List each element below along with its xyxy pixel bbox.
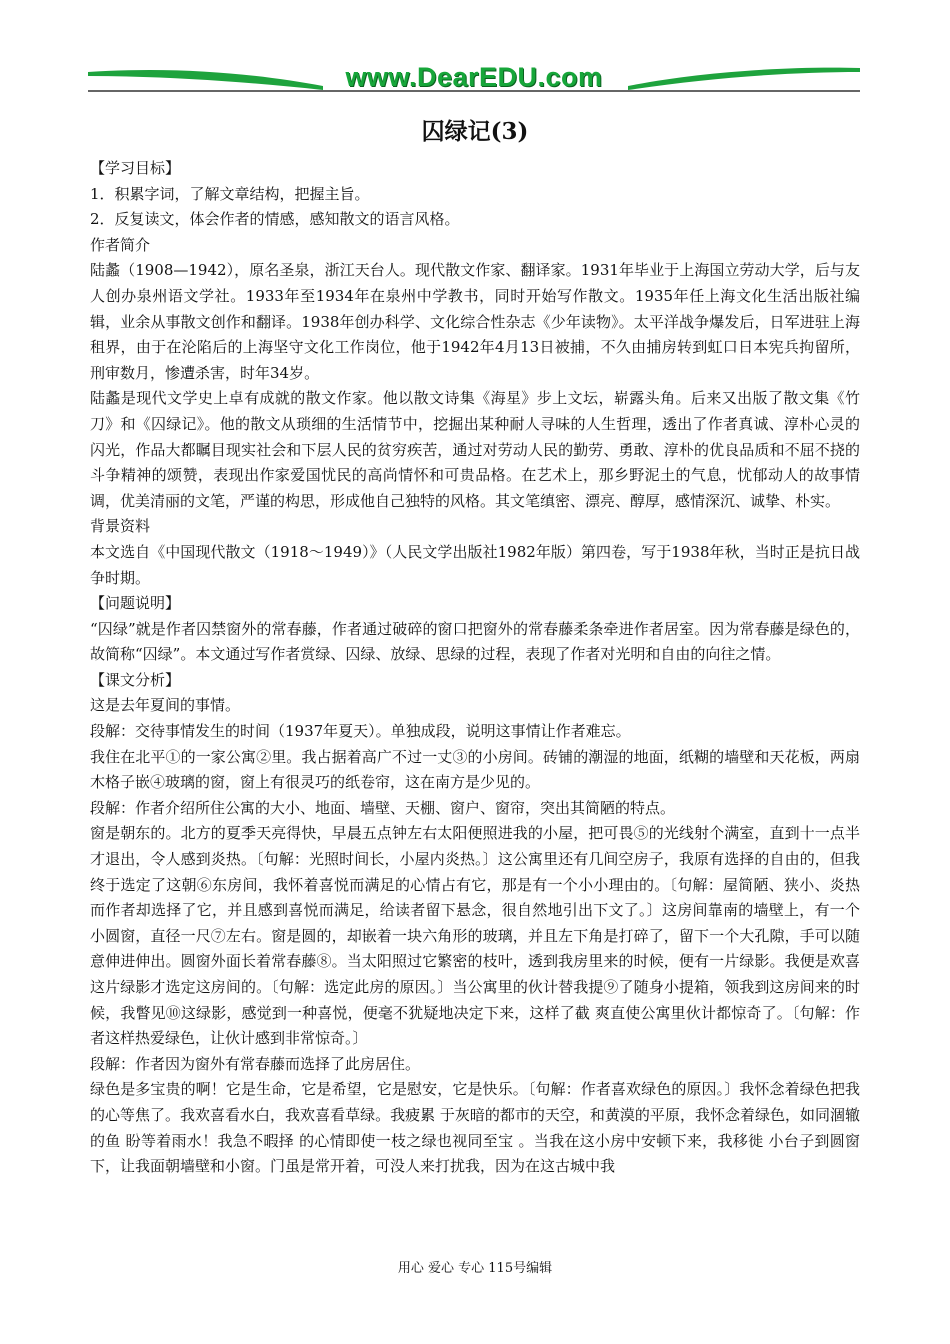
paragraph: 【学习目标】 <box>90 159 181 177</box>
paragraph: 2．反复读文，体会作者的情感，感知散文的语言风格。 <box>90 210 460 229</box>
paragraph: “囚绿”就是作者囚禁窗外的常春藤，作者通过破碎的窗口把窗外的常春藤柔条牵进作者居室。因为常春藤是绿色的，故简称“囚绿”。本文通过写作者赏绿、囚绿、放绿、思绿的过程，表现了作者对光明和自由的向往之情。 <box>90 619 860 664</box>
paragraph: 绿色是多宝贵的啊！它是生命，它是希望，它是慰安，它是快乐。〔句解：作者喜欢绿色的原因。〕我怀念着绿色把我的心等焦了。我欢喜看水白，我欢喜看草绿。我疲累 于灰暗的都市的天空，和黄漠的平原，我怀念着绿色，如同涸辙的鱼 盼等着雨水！我急不暇择 的心情即使一枝之绿也视同至宝 。当我在这小房中安顿下来，我移徙 小台子到圆窗下，让我面朝墙壁和小窗。门虽是常开着，可没人来打扰我，因为在这古城中我 <box>90 1080 860 1176</box>
site-banner <box>88 60 860 96</box>
paragraph: 陆蠡是现代文学史上卓有成就的散文作家。他以散文诗集《海星》步上文坛，崭露头角。后来又出版了散文集《竹刀》和《囚绿记》。他的散文从琐细的生活情节中，挖掘出某种耐人寻味的人生哲理，透出了作者真诚、淳朴心灵的闪光，作品大都瞩目现实社会和下层人民的贫穷疾苦，通过对劳动人民的勤劳、勇敢、淳朴的优良品质和不屈不挠的斗争精神的颂赞，表现出作家爱国忧民的高尚情怀和可贵品格。在艺术上，那乡野泥土的气息，忧郁动人的故事情调，优美清丽的文笔，严谨的构思，形成他自己独特的风格。其文笔缜密、漂亮、醇厚，感情深沉、诚挚、朴实。 <box>90 389 860 510</box>
paragraph: 【课文分析】 <box>90 670 181 689</box>
paragraph: 窗是朝东的。北方的夏季天亮得快，早晨五点钟左右太阳便照进我的小屋，把可畏⑤的光线射个满室，直到十一点半才退出，令人感到炎热。〔句解：光照时间长，小屋内炎热。〕这公寓里还有几间空房子，我原有选择的自由的，但我终于选定了这朝⑥东房间，我怀着喜悦而满足的心情占有它，那是有一个小小理由的。〔句解：屋简陋、狭小、炎热而作者却选择了它，并且感到喜悦而满足，给读者留下悬念，很自然地引出下文了。〕这房间靠南的墙壁上，有一个小圆窗，直径一尺⑦左右。窗是圆的，却嵌着一块六角形的玻璃，并且左下角是打碎了，留下一个大孔隙，手可以随意伸进伸出。圆窗外面长着常春藤⑧。当太阳照过它繁密的枝叶，透到我房里来的时候，便有一片绿影。我便是欢喜这片绿影才选定这房间的。〔句解：选定此房的原因。〕当公寓里的伙计替我提⑨了随身小提箱，领我到这房间来的时候，我瞥见⑩这绿影，感觉到一种喜悦，便毫不犹疑地决定下来，这样了截 爽直使公寓里伙计都惊奇了。〔句解：作者这样热爱绿色，让伙计感到非常惊奇。〕 <box>90 824 860 1048</box>
paragraph: 背景资料 <box>90 517 151 536</box>
paragraph: 作者简介 <box>90 235 151 254</box>
paragraph: 段解：作者因为窗外有常春藤而选择了此房居住。 <box>90 1054 421 1073</box>
paragraph: 我住在北平①的一家公寓②里。我占据着高广不过一丈③的小房间。砖铺的潮湿的地面，纸糊的墙壁和天花板，两扇木格子嵌④玻璃的窗，窗上有很灵巧的纸卷帘，这在南方是少见的。 <box>90 747 860 792</box>
paragraph: 陆蠡（1908—1942），原名圣泉，浙江天台人。现代散文作家、翻译家。1931年毕业于上海国立劳动大学，后与友人创办泉州语文学社。1933年至1934年在泉州中学教书，同时开始写作散文。1935年任上海文化生活出版社编辑，业余从事散文创作和翻译。1938年创办科学、文化综合性杂志《少年读物》。太平洋战争爆发后，日军进驻上海租界，由于在沦陷后的上海坚守文化工作岗位，他于1942年4月13日被捕，不久由捕房转到虹口日本宪兵拘留所，刑审数月，惨遭杀害，时年34岁。 <box>90 261 860 382</box>
paragraph: 本文选自《中国现代散文（1918～1949）》（人民文学出版社1982年版）第四卷，写于1938年秋，当时正是抗日战争时期。 <box>90 542 860 587</box>
paragraph: 【问题说明】 <box>90 594 181 613</box>
site-url: www.DearEDU.com <box>345 62 603 92</box>
paragraph: 段解：作者介绍所住公寓的大小、地面、墙壁、天棚、窗户、窗帘，突出其简陋的特点。 <box>90 798 676 817</box>
paragraph: 1．积累字词，了解文章结构，把握主旨。 <box>90 184 370 203</box>
paragraph: 段解：交待事情发生的时间（1937年夏天）。单独成段，说明这事情让作者难忘。 <box>90 722 631 741</box>
paragraph: 这是去年夏间的事情。 <box>90 696 241 715</box>
page-footer: 用心 爱心 专心 115号编辑 <box>397 1261 553 1276</box>
page-title: 囚绿记(3) <box>421 118 529 145</box>
article-body <box>90 156 860 1180</box>
